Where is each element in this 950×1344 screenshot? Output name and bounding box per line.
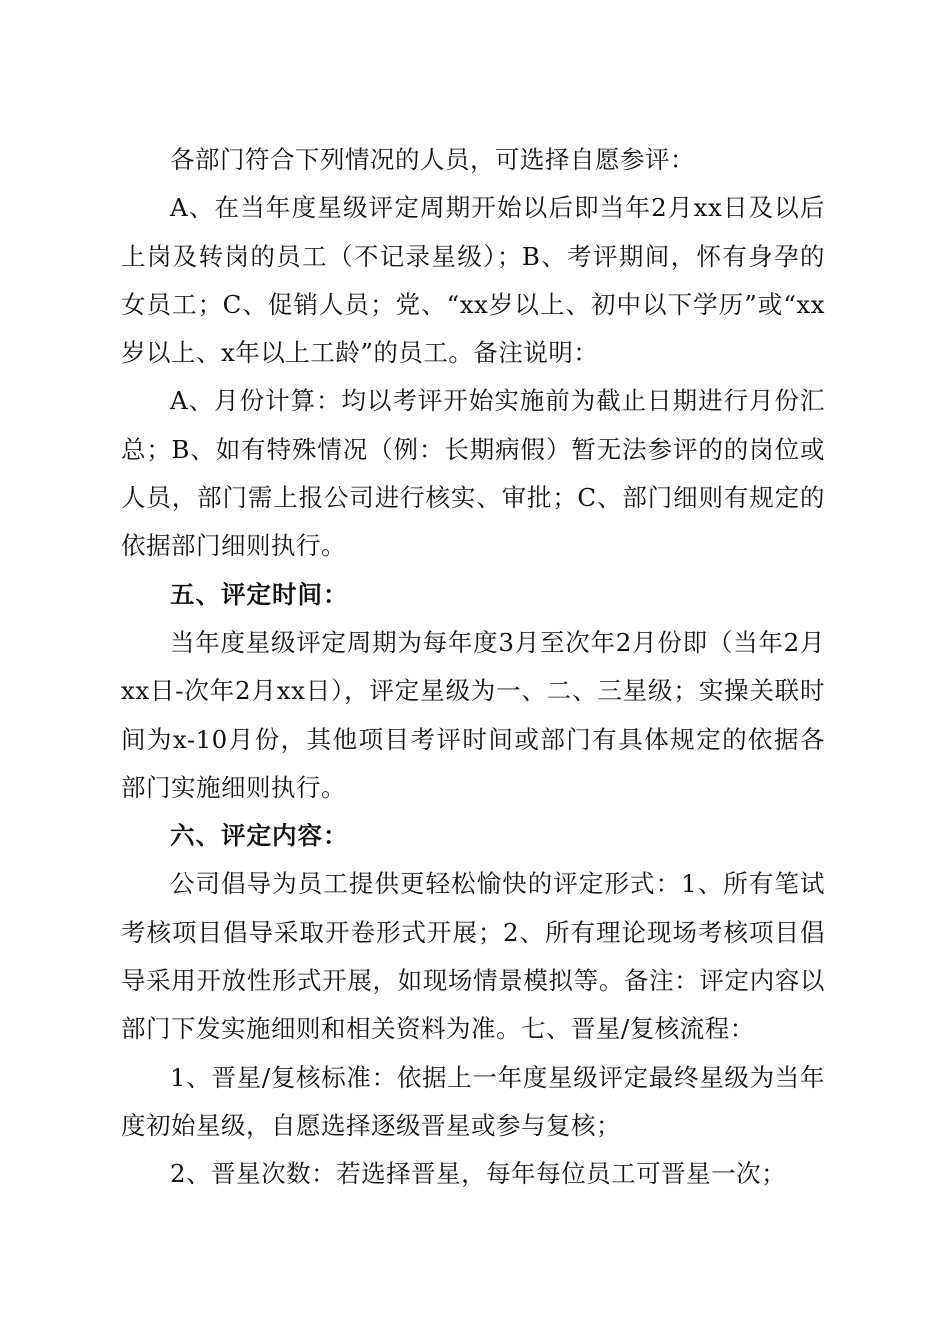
paragraph-remarks: A、月份计算：均以考评开始实施前为截止日期进行月份汇总；B、如有特殊情况（例：长期病假）暂无法参评的的岗位或人员，部门需上报公司进行核实、审批；C、部门细则有规定的依据部门细则执行。: [121, 386, 825, 561]
document-body: [121, 136, 825, 1199]
paragraph-voluntary-conditions: A、在当年度星级评定周期开始以后即当年2月xx日及以后上岗及转岗的员工（不记录星级）；B、考评期间，怀有身孕的女员工；C、促销人员；党、“xx岁以上、初中以下学历”或“xx岁以上、x年以上工龄”的员工。备注说明：: [121, 193, 825, 368]
paragraph-promotion-standard: 1、晋星/复核标准：依据上一年度星级评定最终星级为当年度初始星级，自愿选择逐级晋星或参与复核；: [121, 1062, 825, 1140]
paragraph-evaluation-time: 当年度星级评定周期为每年度3月至次年2月份即（当年2月xx日-次年2月xx日），评定星级为一、二、三星级；实操关联时间为x-10月份，其他项目考评时间或部门有具体规定的依据各部门实施细则执行。: [121, 627, 825, 802]
section-heading-evaluation-time: 五、评定时间：: [170, 579, 349, 609]
paragraph-voluntary-intro: 各部门符合下列情况的人员，可选择自愿参评：: [170, 145, 695, 174]
paragraph-evaluation-content: 公司倡导为员工提供更轻松愉快的评定形式：1、所有笔试考核项目倡导采取开卷形式开展；2、所有理论现场考核项目倡导采用开放性形式开展，如现场情景模拟等。备注：评定内容以部门下发实施细则和相关资料为准。七、晋星/复核流程：: [121, 869, 825, 1044]
paragraph-promotion-count: 2、晋星次数：若选择晋星，每年每位员工可晋星一次；: [170, 1159, 787, 1189]
section-heading-evaluation-content: 六、评定内容：: [170, 821, 349, 851]
